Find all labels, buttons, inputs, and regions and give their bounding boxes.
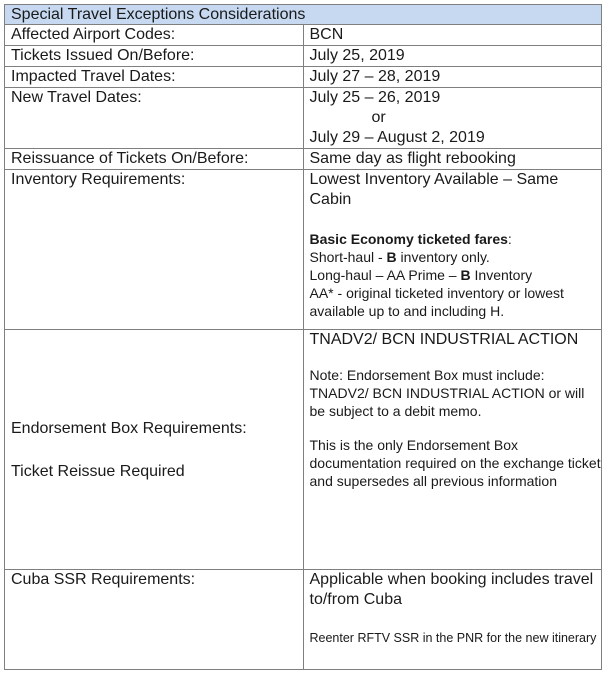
inventory-label: Inventory Requirements: [5, 170, 304, 330]
table-row [5, 570, 602, 670]
new-dates-label: New Travel Dates: [5, 88, 304, 149]
impacted-dates-label: Impacted Travel Dates: [5, 67, 304, 88]
endorsement-cell [303, 330, 602, 570]
endorsement-note: Note: Endorsement Box must include: TNADV2/ BCN INDUSTRIAL ACTION or will be subject to a debit memo. [309, 367, 585, 419]
endorsement-heading: TNADV2/ BCN INDUSTRIAL ACTION [309, 331, 579, 348]
reissuance-value: Same day as flight rebooking [303, 149, 602, 170]
table-row [5, 25, 602, 46]
new-dates-or: or [371, 109, 386, 126]
basic-economy-heading: Basic Economy ticketed fares [309, 231, 508, 247]
new-dates-value-2: July 29 – August 2, 2019 [309, 129, 485, 146]
tickets-issued-value: July 25, 2019 [303, 46, 602, 67]
table-row [5, 88, 602, 149]
table-row [5, 46, 602, 67]
long-haul-line: Long-haul – AA Prime – B Inventory [309, 267, 533, 283]
exceptions-table [4, 4, 602, 670]
ticket-reissue-label: Ticket Reissue Required [11, 463, 185, 480]
reissuance-label: Reissuance of Tickets On/Before: [5, 149, 304, 170]
short-haul-line: Short-haul - B inventory only. [309, 249, 490, 265]
table-row [5, 330, 602, 570]
endorsement-labels-cell [5, 330, 304, 570]
new-dates-value-1: July 25 – 26, 2019 [309, 89, 441, 106]
airport-codes-label: Affected Airport Codes: [5, 25, 304, 46]
cuba-label: Cuba SSR Requirements: [5, 570, 304, 670]
endorsement-info: This is the only Endorsement Box documentation required on the exchange ticket and supersedes all previous information [309, 437, 601, 489]
inventory-heading: Lowest Inventory Available – Same Cabin [309, 171, 559, 208]
aa-inventory-line: AA* - original ticketed inventory or lowest available up to and including H. [309, 285, 564, 319]
cuba-cell [303, 570, 602, 670]
inventory-cell [303, 170, 602, 330]
endorsement-label: Endorsement Box Requirements: [11, 420, 247, 437]
table-row [5, 149, 602, 170]
airport-codes-value: BCN [303, 25, 602, 46]
table-row [5, 67, 602, 88]
cuba-heading: Applicable when booking includes travel to/from Cuba [309, 571, 594, 608]
cuba-note: Reenter RFTV SSR in the PNR for the new itinerary [309, 631, 597, 645]
table-row [5, 170, 602, 330]
table-title-row [5, 5, 602, 25]
impacted-dates-value: July 27 – 28, 2019 [303, 67, 602, 88]
table-title: Special Travel Exceptions Considerations [5, 5, 602, 25]
basic-economy-line: Basic Economy ticketed fares: [309, 231, 512, 247]
tickets-issued-label: Tickets Issued On/Before: [5, 46, 304, 67]
new-dates-cell [303, 88, 602, 149]
